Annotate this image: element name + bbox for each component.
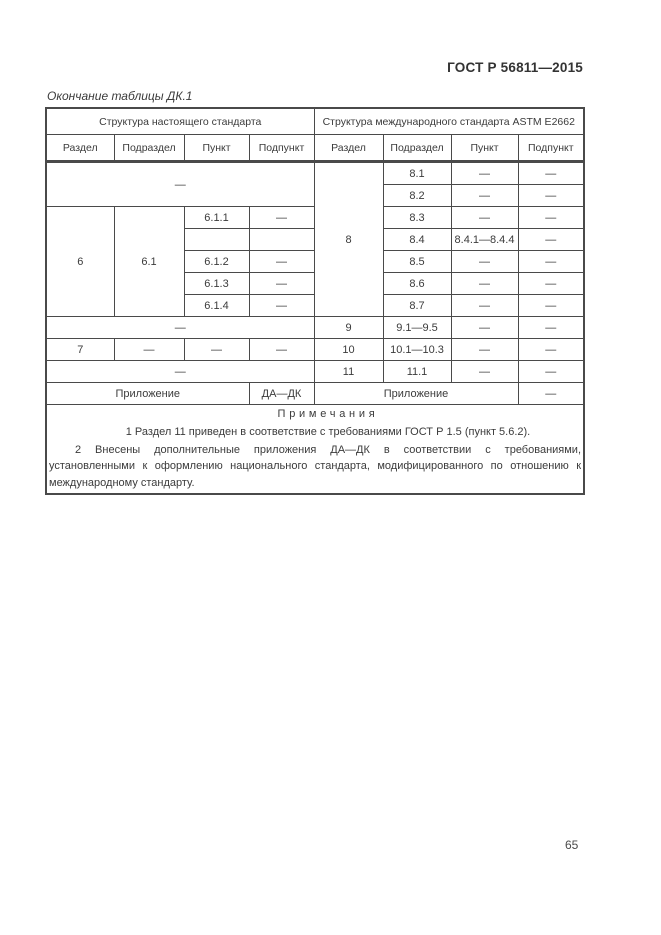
table-column-header-row (46, 135, 584, 162)
table-cell: 6.1.4 (184, 295, 249, 317)
table-cell (184, 229, 249, 251)
table-cell: — (46, 361, 314, 383)
table-cell: 9 (314, 317, 383, 339)
table-cell: 10.1—10.3 (383, 339, 451, 361)
column-header: Пункт (184, 135, 249, 162)
table-cell: 10 (314, 339, 383, 361)
table-cell: — (518, 339, 584, 361)
table-cell: — (249, 339, 314, 361)
column-header: Раздел (314, 135, 383, 162)
table-cell-appendix-astm: Приложение (314, 383, 518, 405)
table-cell: 8.1 (383, 162, 451, 185)
table-cell: — (518, 162, 584, 185)
table-cell: — (518, 185, 584, 207)
table-cell: — (518, 229, 584, 251)
table-caption: Окончание таблицы ДК.1 (47, 89, 193, 103)
table-cell: — (451, 251, 518, 273)
notes-cell (46, 405, 584, 495)
table-cell: 6 (46, 207, 114, 317)
note-item-1: 1 Раздел 11 приведен в соответствие с требованиями ГОСТ Р 1.5 (пункт 5.6.2). (125, 426, 531, 438)
table-row (46, 162, 584, 185)
column-header: Подраздел (114, 135, 184, 162)
table-cell: — (249, 295, 314, 317)
table-row (46, 317, 584, 339)
table-cell: 8.6 (383, 273, 451, 295)
table-cell: 8.5 (383, 251, 451, 273)
table-cell: — (451, 162, 518, 185)
note-item-2: 2 Внесены дополнительные приложения ДА—ДК в соответствии с требованиями, установленными к оформлению национального стандарта, модифицированного по отношению к международному стандарту. (49, 443, 582, 489)
table-cell: — (184, 339, 249, 361)
comparison-table (45, 107, 585, 495)
table-cell: — (249, 251, 314, 273)
table-cell: — (46, 162, 314, 207)
table-cell: — (114, 339, 184, 361)
table-cell: 8.2 (383, 185, 451, 207)
table-cell: 8 (314, 162, 383, 317)
table-cell: — (518, 317, 584, 339)
column-header: Раздел (46, 135, 114, 162)
table-cell: 11 (314, 361, 383, 383)
table-cell: 11.1 (383, 361, 451, 383)
table-notes-row (46, 405, 584, 495)
table-group-header-row (46, 108, 584, 135)
page-number: 65 (565, 838, 579, 852)
table-cell: 8.4.1—8.4.4 (451, 229, 518, 251)
table-cell: 8.7 (383, 295, 451, 317)
table-cell: 6.1.2 (184, 251, 249, 273)
table-cell: — (518, 295, 584, 317)
table-cell: — (518, 361, 584, 383)
table-cell: — (451, 295, 518, 317)
column-header: Подпункт (518, 135, 584, 162)
doc-number: ГОСТ Р 56811—2015 (447, 60, 583, 75)
table-cell: — (451, 361, 518, 383)
table-cell: 6.1.3 (184, 273, 249, 295)
notes-title: Примечания (277, 408, 379, 420)
column-header: Пункт (451, 135, 518, 162)
table-cell: 8.3 (383, 207, 451, 229)
table-cell-appendix-national: Приложение (46, 383, 249, 405)
table-row (46, 339, 584, 361)
table-cell: — (451, 185, 518, 207)
group-header-national: Структура настоящего стандарта (46, 108, 314, 135)
table-cell: — (518, 251, 584, 273)
table-cell: — (451, 317, 518, 339)
group-header-astm: Структура международного стандарта ASTM E2662 (314, 108, 584, 135)
table-cell: — (249, 273, 314, 295)
table-cell: — (518, 207, 584, 229)
table-cell: — (451, 273, 518, 295)
column-header: Подраздел (383, 135, 451, 162)
table-cell: — (518, 273, 584, 295)
table-cell-appendix-range: ДА—ДК (249, 383, 314, 405)
table-row-appendix (46, 383, 584, 405)
table-cell: — (518, 383, 584, 405)
table-cell: 9.1—9.5 (383, 317, 451, 339)
table-cell: 6.1 (114, 207, 184, 317)
table-cell: — (451, 339, 518, 361)
table-cell: — (249, 207, 314, 229)
table-cell: — (451, 207, 518, 229)
table-cell (249, 229, 314, 251)
table-cell: 6.1.1 (184, 207, 249, 229)
table-cell: 8.4 (383, 229, 451, 251)
table-cell: — (46, 317, 314, 339)
column-header: Подпункт (249, 135, 314, 162)
table-cell: 7 (46, 339, 114, 361)
table-row (46, 361, 584, 383)
